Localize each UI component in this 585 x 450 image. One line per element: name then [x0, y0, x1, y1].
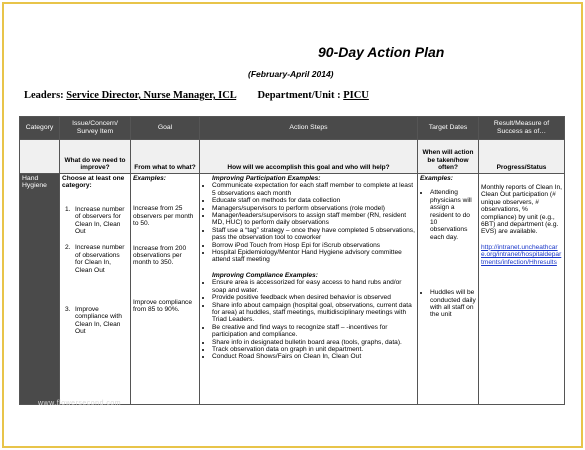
- category-cell: Hand Hygiene: [20, 174, 60, 405]
- department-label: Department/Unit :: [257, 90, 341, 101]
- list-item: 2. Increase number of observations for Clean In, Clean Out: [65, 244, 125, 274]
- subheader-issue: What do we need to improve?: [60, 140, 131, 174]
- target-list: [420, 189, 476, 318]
- document-title: 90-Day Action Plan: [318, 44, 445, 60]
- list-item: 3. Improve compliance with Clean In, Clean Out: [65, 306, 122, 336]
- list-item: • Hospital Epidemiology/Mentor Hand Hygiene advisory committee attend staff meeting: [212, 249, 415, 264]
- issue-intro: Choose at least one category:: [62, 175, 125, 190]
- list-item: • Ensure area is accessorized for easy access to hand rubs and/or soap and water.: [212, 279, 415, 294]
- subheader-target-dates: When will action be taken/how often?: [418, 140, 479, 174]
- subheader-result: Progress/Status: [479, 140, 565, 174]
- list-item: • Educate staff on methods for data collection: [212, 197, 415, 204]
- list-item: Increase from 25 observers per month to 50.: [133, 205, 194, 228]
- action-plan-table: [19, 116, 565, 405]
- header-action-steps: Action Steps: [200, 117, 418, 140]
- table-header-row: [20, 117, 565, 140]
- leaders-line: [24, 90, 369, 101]
- participation-list: [202, 182, 415, 263]
- list-item: 1. Increase number of observers for Clean In, Clean Out: [65, 205, 125, 236]
- document-subtitle: (February-April 2014): [248, 69, 334, 79]
- list-item: Increase from 200 observations per month to 350.: [133, 244, 187, 267]
- list-item: • Track observation data on graph in unit department.: [212, 346, 415, 353]
- list-item: • Share info about campaign (hospital goal, observations, current data for area) at huddles, staff meetings, multidisciplinary meetings with Triad Leaders.: [212, 302, 415, 324]
- list-item: • Borrow iPod Touch from Hosp Epi for iScrub observations: [212, 242, 415, 249]
- header-issue: Issue/Concern/ Survey Item: [60, 117, 131, 140]
- header-category: Category: [20, 117, 60, 140]
- goal-examples-label: Examples:: [133, 175, 166, 182]
- list-item: • Conduct Road Shows/Fairs on Clean In, Clean Out: [212, 353, 415, 360]
- list-item: • Provide positive feedback when desired behavior is observed: [212, 294, 415, 301]
- list-item: • Staff use a “tag” strategy – once they have completed 5 observations, pass the observation tool to coworker: [212, 227, 415, 242]
- target-dates-cell: [418, 174, 479, 405]
- result-cell: [479, 174, 565, 405]
- subheader-action-steps: How will we accomplish this goal and who will help?: [200, 140, 418, 174]
- list-item: • Share info in designated bulletin board area (tools, graphs, data).: [212, 339, 415, 346]
- leaders-label: Leaders:: [24, 90, 64, 101]
- list-item: • Huddles will be conducted daily with all staff on the unit: [430, 289, 476, 319]
- list-item: Improve compliance from 85 to 90%.: [133, 298, 193, 314]
- result-text: Monthly reports of Clean In, Clean Out participation (# unique observers, # observations, % compliance) by unit (e.g., 6BT) and department (e.g. EVS) are available.: [481, 184, 562, 236]
- action-steps-cell: [200, 174, 418, 405]
- watermark-text: www.flowersecond.com: [38, 400, 122, 407]
- list-item: • Manager/leaders/supervisors to assign staff member (RN, resident MD, HUC) to perform daily observations: [212, 212, 415, 227]
- header-result: Result/Measure of Success as of…: [479, 117, 565, 140]
- compliance-list: [202, 279, 415, 360]
- list-item: • Managers/supervisors to perform observations (role model): [212, 205, 415, 212]
- leaders-value: Service Director, Nurse Manager, ICL: [66, 90, 237, 101]
- subheader-goal: From what to what?: [131, 140, 200, 174]
- table-row: [20, 174, 565, 405]
- list-item: • Communicate expectation for each staff member to complete at least 5 observations each month: [212, 182, 415, 197]
- header-goal: Goal: [131, 117, 200, 140]
- compliance-heading: Improving Compliance Examples:: [212, 271, 318, 279]
- target-examples-label: Examples:: [420, 175, 453, 182]
- participation-heading: Improving Participation Examples:: [212, 175, 321, 182]
- department-value: PICU: [343, 90, 369, 101]
- results-link[interactable]: http://intranet.uncheathcare.org/intranet/hospitaldepartments/infection/Hhresults: [481, 243, 562, 266]
- goal-cell: [131, 174, 200, 405]
- table-subheader-row: [20, 140, 565, 174]
- list-item: • Attending physicians will assign a resident to do 10 observations each day.: [430, 189, 476, 241]
- list-item: • Be creative and find ways to recognize staff – -incentives for participation and compliance.: [212, 324, 415, 339]
- header-target-dates: Target Dates: [418, 117, 479, 140]
- issue-cell: [60, 174, 131, 405]
- subheader-category: [20, 140, 60, 174]
